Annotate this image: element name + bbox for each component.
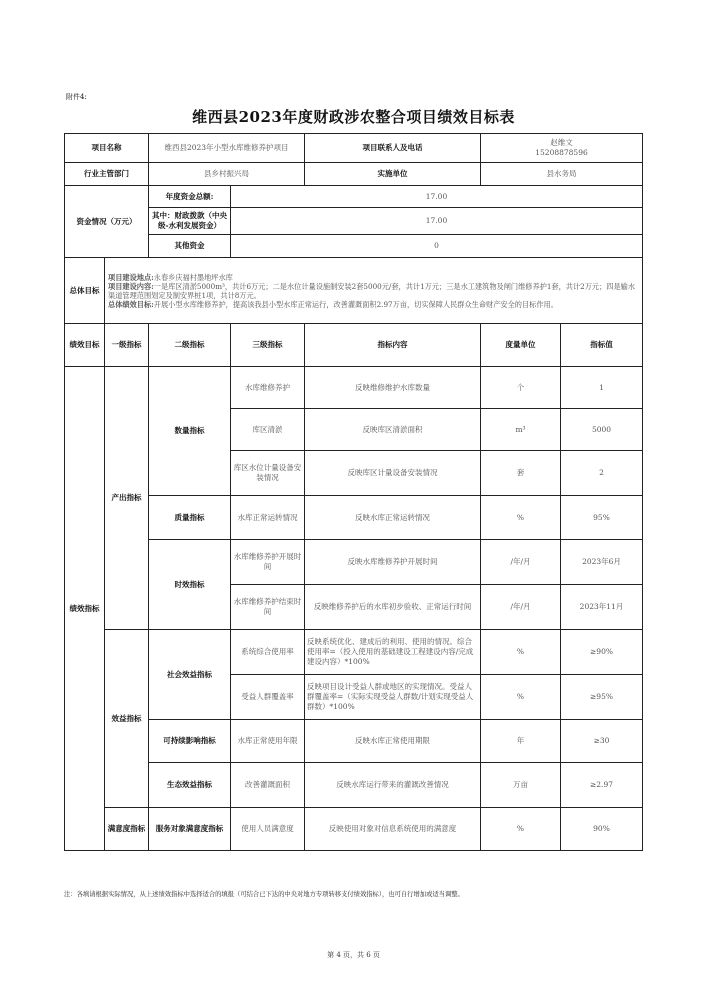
row-unit: %	[481, 496, 561, 540]
perf-indicator-label: 绩效指标	[65, 367, 105, 851]
row-content: 反映库区计量设备安装情况	[305, 451, 481, 496]
row-value: ≥90%	[561, 630, 643, 675]
row-unit: %	[481, 630, 561, 675]
dept-value: 县乡村振兴局	[149, 163, 305, 186]
row-value: 95%	[561, 496, 643, 540]
level2-quality: 质量指标	[149, 496, 231, 540]
row-unit: /年/月	[481, 540, 561, 585]
row-content: 反映库区清淤面积	[305, 409, 481, 451]
row-content: 反映维修维护水库数量	[305, 367, 481, 409]
row-value: 1	[561, 367, 643, 409]
content-label: 项目建设内容:	[108, 281, 154, 291]
funds-label: 资金情况（万元）	[65, 186, 149, 258]
row-unit: %	[481, 808, 561, 851]
funds-other-value: 0	[231, 235, 643, 258]
header-value: 指标值	[561, 324, 643, 367]
header-content: 指标内容	[305, 324, 481, 367]
row-level3: 库区水位计量设备安装情况	[231, 451, 305, 496]
level1-satisfaction: 满意度指标	[105, 808, 149, 851]
row-content: 反映水库正常运转情况	[305, 496, 481, 540]
row-content: 反映水库维修养护开展时间	[305, 540, 481, 585]
funds-total-value: 17.00	[231, 186, 643, 208]
impl-value: 县水务局	[481, 163, 643, 186]
row-value: ≥95%	[561, 675, 643, 720]
row-level3: 受益人群覆盖率	[231, 675, 305, 720]
header-level3: 三级指标	[231, 324, 305, 367]
row-level3: 库区清淤	[231, 409, 305, 451]
row-value: ≥2.97	[561, 763, 643, 808]
row-unit: %	[481, 675, 561, 720]
row-content: 反映系统优化、建成后的利用、使用的情况。综合使用率=（投入使用的基础建设工程建设内容/完成建设内容）*100%	[305, 630, 481, 675]
row-content: 反映项目设计受益人群或地区的实现情况。受益人群覆盖率=（实际实现受益人群数/计划实现受益人群数）*100%	[305, 675, 481, 720]
row-content: 反映使用对象对信息系统使用的满意度	[305, 808, 481, 851]
content-value: 一是库区清淤5000m³，共计6万元；二是水位计量设施制安装2套5000元/套，共计1万元；三是水工建筑物及闸门维修养护1套，共计2万元；四是输水渠道管理范围划定及制安界桩1项，共计8万元。	[108, 281, 636, 300]
row-level3: 水库维修养护结束时间	[231, 585, 305, 630]
overall-goal-content	[105, 258, 643, 324]
footnote: 注：各填请根据实际情况，从上述绩效指标中选择适合的填报（可结合已下达的中央对地方专项转移支付绩效指标），也可自行增加或适当调整。	[64, 891, 464, 898]
row-level3: 改善灌溉面积	[231, 763, 305, 808]
funds-fiscal-row	[65, 208, 643, 235]
table-row	[65, 630, 643, 675]
funds-other-label: 其他资金	[149, 235, 231, 258]
page-title: 维西县2023年度财政涉农整合项目绩效目标表	[192, 108, 515, 126]
overall-goal-label: 总体目标	[65, 258, 105, 324]
location-value: 永春乡庆福村墨地坪水库	[153, 272, 233, 282]
row-value: 2	[561, 451, 643, 496]
row-unit: /年/月	[481, 585, 561, 630]
funds-total-label: 年度资金总额:	[149, 186, 231, 208]
row-unit: m³	[481, 409, 561, 451]
contact-value	[481, 134, 643, 163]
row-value: 5000	[561, 409, 643, 451]
header-unit: 度量单位	[481, 324, 561, 367]
perf-goal-value: 开展小型水库维修养护，提高该我县小型水库正常运行，改善灌溉面积2.97万亩，切实保障人民群众生命财产安全的目标作用。	[153, 299, 558, 309]
table-row	[65, 496, 643, 540]
row-value: 2023年11月	[561, 585, 643, 630]
header-level1: 一级指标	[105, 324, 149, 367]
row-level3: 水库维修养护开展时间	[231, 540, 305, 585]
header-level2: 二级指标	[149, 324, 231, 367]
level2-timeliness: 时效指标	[149, 540, 231, 630]
funds-total-row	[65, 186, 643, 208]
row-level3: 使用人员满意度	[231, 808, 305, 851]
page-number: 第 4 页，共 6 页	[327, 951, 380, 959]
row-content: 反映水库正常使用期限	[305, 720, 481, 763]
level1-output: 产出指标	[105, 367, 149, 630]
row-unit: 套	[481, 451, 561, 496]
header-row	[65, 324, 643, 367]
impl-label: 实施单位	[305, 163, 481, 186]
table-row	[65, 808, 643, 851]
funds-other-row	[65, 235, 643, 258]
table-row	[65, 540, 643, 585]
level2-service: 服务对象满意度指标	[149, 808, 231, 851]
row-value: ≥30	[561, 720, 643, 763]
attachment-label: 附件4:	[66, 93, 87, 101]
funds-fiscal-label: 其中：财政拨款（中央级-水利发展资金）	[149, 208, 231, 235]
level2-social: 社会效益指标	[149, 630, 231, 720]
row-level3: 系统综合使用率	[231, 630, 305, 675]
project-name-value: 维西县2023年小型水库维修养护项目	[149, 134, 305, 163]
project-name-row	[65, 134, 643, 163]
row-level3: 水库维修养护	[231, 367, 305, 409]
level2-sustain: 可持续影响指标	[149, 720, 231, 763]
row-value: 90%	[561, 808, 643, 851]
row-unit: 万亩	[481, 763, 561, 808]
row-unit: 年	[481, 720, 561, 763]
level2-eco: 生态效益指标	[149, 763, 231, 808]
level1-benefit: 效益指标	[105, 630, 149, 808]
row-level3: 水库正常运转情况	[231, 496, 305, 540]
table-row	[65, 720, 643, 763]
project-name-label: 项目名称	[65, 134, 149, 163]
header-goal: 绩效目标	[65, 324, 105, 367]
dept-label: 行业主管部门	[65, 163, 149, 186]
perf-goal-label: 总体绩效目标:	[108, 299, 154, 309]
level2-quantity: 数量指标	[149, 367, 231, 496]
funds-fiscal-value: 17.00	[231, 208, 643, 235]
department-row	[65, 163, 643, 186]
row-level3: 水库正常使用年限	[231, 720, 305, 763]
contact-phone: 15208878596	[535, 148, 588, 157]
table-row	[65, 763, 643, 808]
row-unit: 个	[481, 367, 561, 409]
row-value: 2023年6月	[561, 540, 643, 585]
row-content: 反映维修养护后的水库初步验收、正常运行时间	[305, 585, 481, 630]
performance-target-table	[64, 133, 643, 851]
overall-goal-row	[65, 258, 643, 324]
table-row	[65, 367, 643, 409]
contact-label: 项目联系人及电话	[305, 134, 481, 163]
row-content: 反映水库运行带来的灌溉改善情况	[305, 763, 481, 808]
location-label: 项目建设地点:	[108, 272, 154, 282]
contact-name: 赵维文	[550, 138, 573, 148]
